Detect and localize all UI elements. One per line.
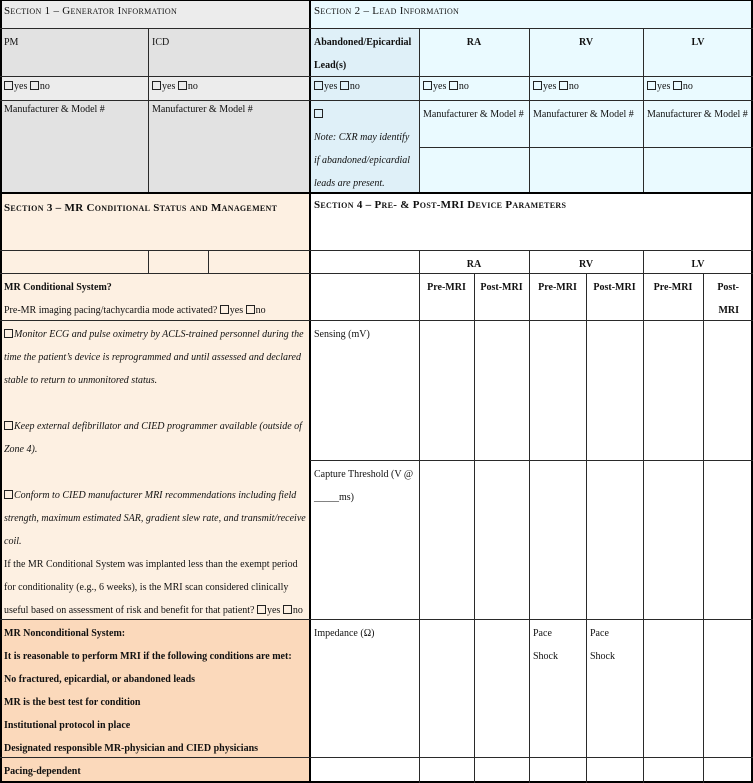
grid-line xyxy=(643,250,644,783)
abandoned-no-checkbox[interactable] xyxy=(340,81,349,90)
grid-line xyxy=(0,250,753,251)
pm-yes-checkbox[interactable] xyxy=(4,81,13,90)
sensing-label: Sensing (mV) xyxy=(314,329,370,340)
abandoned-label: Abandoned/Epicardial Lead(s) xyxy=(310,28,419,76)
rv-yes-checkbox[interactable] xyxy=(533,81,542,90)
ra-pre-mri-header: Pre-MRI xyxy=(427,282,466,293)
s2-col-lv: LV xyxy=(643,28,753,76)
defib-item: Keep external defibrillator and CIED programmer available (outside of Zone 4). xyxy=(4,421,302,455)
grid-line xyxy=(148,28,149,192)
defib-checkbox[interactable] xyxy=(4,421,13,430)
border-left xyxy=(0,0,2,783)
s4-col-lv: LV xyxy=(691,259,705,270)
pace-label: Pace xyxy=(533,628,552,639)
conform-item: Conform to CIED manufacturer MRI recommendations including field strength, maximum estimated SAR, gradient slew rate, and transmit/receive coil. xyxy=(4,490,306,547)
mr-conditional-heading: MR Conditional System? xyxy=(4,282,112,293)
reasonable-text: It is reasonable to perform MRI if the following conditions are met: xyxy=(4,651,292,662)
rv-pre-mri-header: Pre-MRI xyxy=(538,282,577,293)
grid-line xyxy=(0,757,753,758)
impedance-label: Impedance (Ω) xyxy=(314,628,375,639)
grid-line xyxy=(419,147,753,148)
condition-item: MR is the best test for condition xyxy=(4,697,141,708)
grid-line xyxy=(0,619,753,620)
conform-checkbox[interactable] xyxy=(4,490,13,499)
grid-line xyxy=(208,250,209,273)
ra-yes-checkbox[interactable] xyxy=(423,81,432,90)
grid-line xyxy=(419,250,420,783)
pre-mr-no-checkbox[interactable] xyxy=(246,305,255,314)
icd-yes-no: yes no xyxy=(148,76,310,100)
rv-manufacturer-field[interactable]: Manufacturer & Model # xyxy=(529,100,643,147)
grid-line xyxy=(148,250,149,273)
s3-spacer-row xyxy=(0,250,310,273)
grid-line xyxy=(0,320,753,321)
grid-line xyxy=(419,28,420,192)
condition-item: No fractured, epicardial, or abandoned leads xyxy=(4,674,196,685)
s4-col-ra: RA xyxy=(466,259,482,270)
grid-line xyxy=(474,273,475,783)
condition-item: Institutional protocol in place xyxy=(4,720,131,731)
grid-line xyxy=(529,250,530,783)
lv-yes-checkbox[interactable] xyxy=(647,81,656,90)
exempt-question: If the MR Conditional System was implanted less than the exempt period for conditionality (e.g., 6 weeks), is the MRI scan considered clinically useful based on assessment of risk and benefit for that patient? yes no xyxy=(4,559,303,616)
grid-line xyxy=(0,273,753,274)
pm-no-checkbox[interactable] xyxy=(30,81,39,90)
grid-line xyxy=(0,76,753,77)
grid-line xyxy=(529,28,530,192)
icd-yes-checkbox[interactable] xyxy=(152,81,161,90)
monitor-checkbox[interactable] xyxy=(4,329,13,338)
section1-title: Section 1 – Generator Information xyxy=(0,0,310,28)
icd-manufacturer-field[interactable]: Manufacturer & Model # xyxy=(148,100,310,192)
icd-no-checkbox[interactable] xyxy=(178,81,187,90)
section2-title: Section 2 – Lead Information xyxy=(310,0,753,28)
abandoned-yes-no: yes no xyxy=(310,76,419,100)
exempt-no-checkbox[interactable] xyxy=(283,605,292,614)
cxr-note: Note: CXR may identify if abandoned/epicardial leads are present. xyxy=(314,132,411,189)
pre-mr-yes-checkbox[interactable] xyxy=(220,305,229,314)
section-divider-horizontal xyxy=(0,192,753,194)
pm-manufacturer-field[interactable]: Manufacturer & Model # xyxy=(0,100,148,192)
mr-nonconditional-cell xyxy=(0,619,310,757)
grid-line xyxy=(643,28,644,192)
pace-label: Pace xyxy=(590,628,609,639)
rv-post-mri-header: Post-MRI xyxy=(593,282,636,293)
abandoned-yes-checkbox[interactable] xyxy=(314,81,323,90)
section-divider-vertical xyxy=(309,0,311,783)
abandoned-checkbox[interactable] xyxy=(314,109,323,118)
rv-pre-impedance-cell[interactable] xyxy=(529,619,586,757)
shock-label: Shock xyxy=(533,651,558,662)
s2-blank-row[interactable] xyxy=(419,147,753,192)
lv-post-mri-header: Post-MRI xyxy=(717,282,739,316)
rv-yes-no: yes no xyxy=(529,76,643,100)
pacing-dependent-label: Pacing-dependent xyxy=(0,757,310,783)
ra-yes-no: yes no xyxy=(419,76,529,100)
lv-no-checkbox[interactable] xyxy=(673,81,682,90)
ra-post-mri-header: Post-MRI xyxy=(480,282,523,293)
lv-manufacturer-field[interactable]: Manufacturer & Model # xyxy=(643,100,753,147)
pre-mr-question: Pre-MR imaging pacing/tachycardia mode activated? yes no xyxy=(4,305,266,316)
nonconditional-heading: MR Nonconditional System: xyxy=(4,628,126,639)
monitor-item: Monitor ECG and pulse oximetry by ACLS-trained personnel during the time the patient’s device is reprogrammed and until assessed and declared stable to return to unmonitored status. xyxy=(4,329,304,386)
mr-conditional-instructions xyxy=(0,320,310,619)
lv-pre-mri-header: Pre-MRI xyxy=(653,282,693,293)
grid-line xyxy=(0,28,753,29)
condition-item: Designated responsible MR-physician and CIED physicians xyxy=(4,743,259,754)
s2-col-ra: RA xyxy=(419,28,529,76)
mr-conditional-cell xyxy=(0,273,310,320)
exempt-yes-checkbox[interactable] xyxy=(257,605,266,614)
ra-no-checkbox[interactable] xyxy=(449,81,458,90)
grid-line xyxy=(0,100,753,101)
rv-no-checkbox[interactable] xyxy=(559,81,568,90)
grid-line xyxy=(310,460,753,461)
abandoned-note-cell xyxy=(310,100,419,192)
s4-col-rv: RV xyxy=(578,259,594,270)
s2-col-rv: RV xyxy=(529,28,643,76)
border-top xyxy=(0,0,753,1)
icd-label: ICD xyxy=(148,28,310,76)
grid-line xyxy=(703,273,704,783)
pm-yes-no: yes no xyxy=(0,76,148,100)
rv-post-impedance-cell[interactable] xyxy=(586,619,643,757)
shock-label: Shock xyxy=(590,651,615,662)
section3-title: Section 3 – MR Conditional Status and Management xyxy=(0,194,310,250)
capture-threshold-label: Capture Threshold (V @ _____ms) xyxy=(314,469,414,503)
pm-label: PM xyxy=(0,28,148,76)
grid-line xyxy=(586,273,587,783)
lv-yes-no: yes no xyxy=(643,76,753,100)
section4-title: Section 4 – Pre- & Post-MRI Device Parameters xyxy=(314,199,567,211)
ra-manufacturer-field[interactable]: Manufacturer & Model # xyxy=(419,100,529,147)
